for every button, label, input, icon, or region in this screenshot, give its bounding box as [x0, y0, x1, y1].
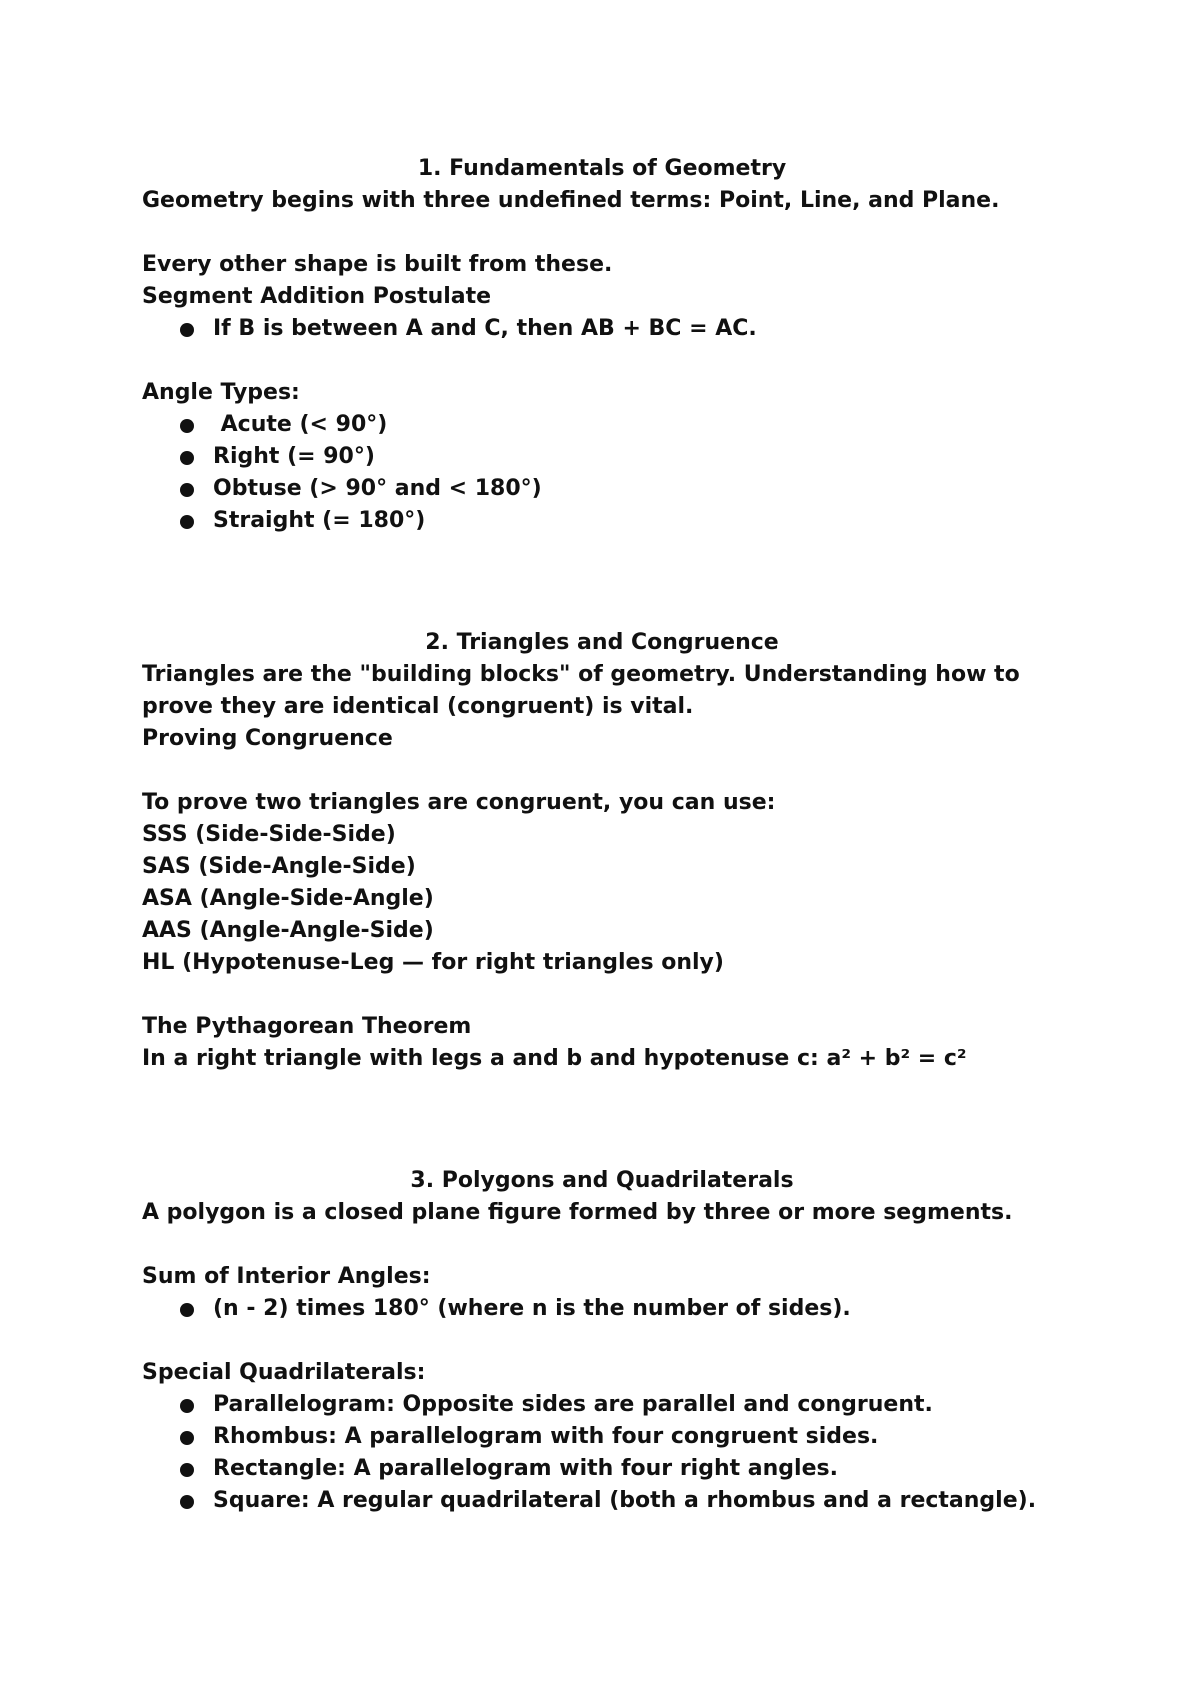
- bullet-icon: [180, 515, 194, 529]
- method-item: ASA (Angle-Side-Angle): [142, 886, 434, 911]
- list-item-text: Square: A regular quadrilateral (both a rhombus and a rectangle).: [213, 1488, 1037, 1513]
- list-item-text: Right (= 90°): [213, 444, 375, 469]
- section-fundamentals: [142, 153, 1062, 537]
- subheading: Angle Types:: [142, 380, 300, 405]
- subheading: Sum of Interior Angles:: [142, 1264, 431, 1289]
- list-item: [142, 1453, 1062, 1485]
- list-item: [142, 409, 1062, 441]
- list-item-text: Obtuse (> 90° and < 180°): [213, 476, 542, 501]
- bullet-list: [142, 1293, 1062, 1325]
- list-item-text: Rhombus: A parallelogram with four congruent sides.: [213, 1424, 879, 1449]
- list-item-text: If B is between A and C, then AB + BC = AC.: [213, 316, 757, 341]
- paragraph: Geometry begins with three undefined terms: Point, Line, and Plane.: [142, 188, 1000, 213]
- section-title: 1. Fundamentals of Geometry: [417, 156, 787, 181]
- list-item: [142, 1485, 1062, 1517]
- bullet-icon: [180, 1303, 194, 1317]
- list-item: [142, 1293, 1062, 1325]
- list-item: [142, 473, 1062, 505]
- method-item: AAS (Angle-Angle-Side): [142, 918, 434, 943]
- paragraph: A polygon is a closed plane figure formed by three or more segments.: [142, 1200, 1013, 1225]
- bullet-list: [142, 409, 1062, 537]
- paragraph: Every other shape is built from these.: [142, 252, 613, 277]
- list-item-text: Rectangle: A parallelogram with four right angles.: [213, 1456, 838, 1481]
- list-item: [142, 313, 1062, 345]
- bullet-list: [142, 313, 1062, 345]
- list-item-text: Parallelogram: Opposite sides are parallel and congruent.: [213, 1392, 933, 1417]
- section-title: 2. Triangles and Congruence: [425, 630, 779, 655]
- bullet-icon: [180, 419, 194, 433]
- paragraph: prove they are identical (congruent) is vital.: [142, 694, 694, 719]
- subheading: Special Quadrilaterals:: [142, 1360, 426, 1385]
- bullet-list: [142, 1389, 1062, 1517]
- bullet-icon: [180, 1495, 194, 1509]
- list-item: [142, 505, 1062, 537]
- bullet-icon: [180, 323, 194, 337]
- paragraph: In a right triangle with legs a and b and hypotenuse c: a² + b² = c²: [142, 1046, 967, 1071]
- list-item-text: (n - 2) times 180° (where n is the number of sides).: [213, 1296, 851, 1321]
- method-item: SAS (Side-Angle-Side): [142, 854, 416, 879]
- list-item: [142, 1421, 1062, 1453]
- list-item-text: Straight (= 180°): [213, 508, 426, 533]
- section-polygons: [142, 1165, 1062, 1517]
- list-item: [142, 1389, 1062, 1421]
- list-item-text: Acute (< 90°): [213, 412, 388, 437]
- subheading: Segment Addition Postulate: [142, 284, 492, 309]
- paragraph: Triangles are the "building blocks" of geometry. Understanding how to: [142, 662, 1020, 687]
- bullet-icon: [180, 1463, 194, 1477]
- bullet-icon: [180, 1399, 194, 1413]
- bullet-icon: [180, 451, 194, 465]
- subheading: The Pythagorean Theorem: [142, 1014, 472, 1039]
- method-item: HL (Hypotenuse-Leg — for right triangles only): [142, 950, 724, 975]
- subheading: Proving Congruence: [142, 726, 393, 751]
- bullet-icon: [180, 483, 194, 497]
- section-title: 3. Polygons and Quadrilaterals: [410, 1168, 794, 1193]
- paragraph: To prove two triangles are congruent, you can use:: [142, 790, 776, 815]
- bullet-icon: [180, 1431, 194, 1445]
- section-triangles: [142, 627, 1062, 1075]
- method-item: SSS (Side-Side-Side): [142, 822, 396, 847]
- list-item: [142, 441, 1062, 473]
